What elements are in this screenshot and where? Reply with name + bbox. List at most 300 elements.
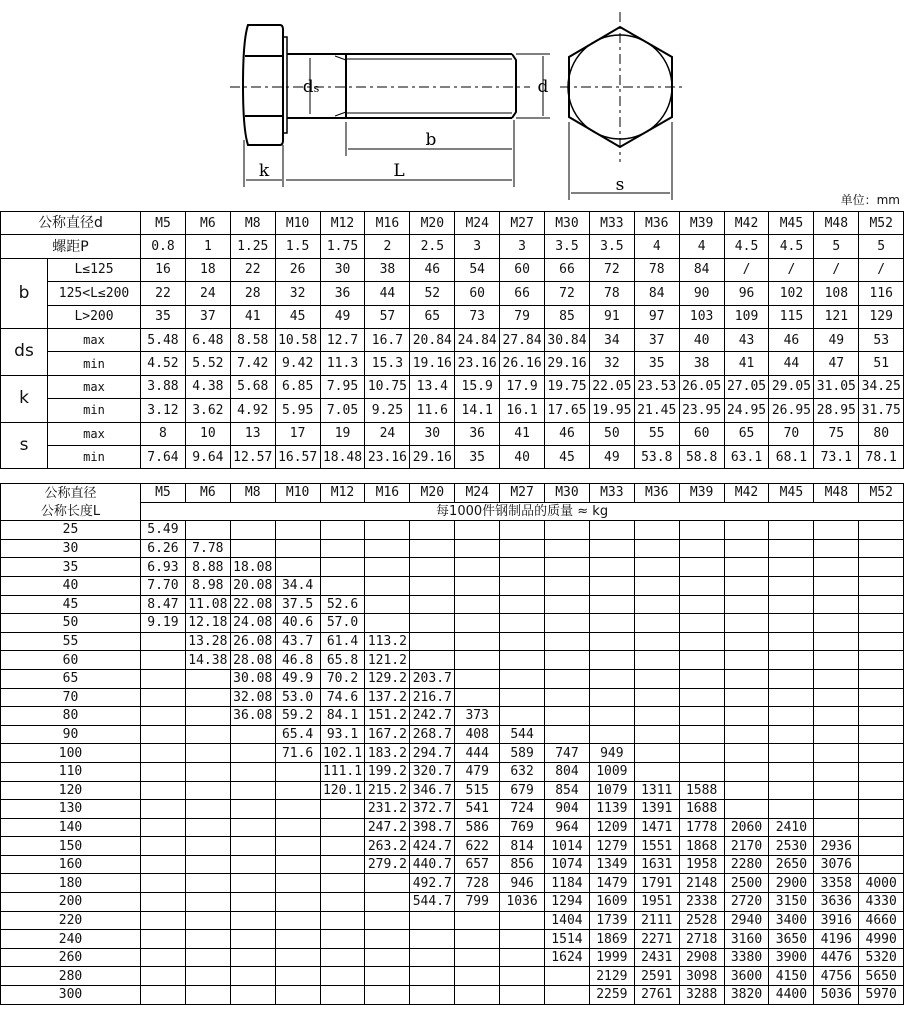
- mass-cell: [365, 893, 410, 912]
- length-cell: 90: [1, 725, 141, 744]
- spec-cell: 24: [365, 422, 410, 445]
- mass-cell: 26.08: [230, 632, 275, 651]
- mass-cell: 2271: [634, 930, 679, 949]
- spec-cell: 46: [410, 258, 455, 281]
- mass-cell: [455, 651, 500, 670]
- spec-cell: 35: [455, 445, 500, 468]
- size-header: M10: [275, 484, 320, 503]
- mass-cell: 34.4: [275, 576, 320, 595]
- mass-cell: 30.08: [230, 669, 275, 688]
- spec-cell: 6.85: [275, 375, 320, 398]
- spec-cell: 26: [275, 258, 320, 281]
- mass-cell: [679, 762, 724, 781]
- nominal-diameter-label: 公称直径d: [1, 212, 141, 235]
- mass-cell: [320, 855, 365, 874]
- mass-cell: 6.93: [141, 558, 186, 577]
- mass-cell: 137.2: [365, 688, 410, 707]
- spec-cell: 51: [859, 352, 904, 375]
- mass-cell: 2900: [769, 874, 814, 893]
- spec-cell: 129: [859, 305, 904, 328]
- spec-cell: 20.84: [410, 328, 455, 351]
- spec-cell: 63.1: [724, 445, 769, 468]
- spec-cell: 46: [769, 328, 814, 351]
- mass-cell: 1588: [679, 781, 724, 800]
- mass-cell: 8.98: [185, 576, 230, 595]
- label-k: k: [258, 161, 270, 181]
- mass-cell: [545, 725, 590, 744]
- mass-cell: [724, 651, 769, 670]
- mass-cell: 12.18: [185, 614, 230, 633]
- mass-cell: [859, 744, 904, 763]
- mass-cell: [500, 911, 545, 930]
- mass-cell: 65.4: [275, 725, 320, 744]
- condition-label: L>200: [48, 305, 141, 328]
- spec-cell: 72: [545, 282, 590, 305]
- spec-cell: 49: [814, 328, 859, 351]
- mass-cell: 2148: [679, 874, 724, 893]
- mass-cell: 544.7: [410, 893, 455, 912]
- mass-cell: [814, 707, 859, 726]
- size-header: M42: [724, 484, 769, 503]
- pitch-cell: 3.5: [589, 235, 634, 258]
- mass-cell: [679, 688, 724, 707]
- mass-cell: [545, 576, 590, 595]
- mass-cell: [320, 986, 365, 1005]
- mass-row: [1, 948, 904, 967]
- pitch-cell: 5: [859, 235, 904, 258]
- mass-cell: [814, 614, 859, 633]
- mass-cell: [365, 595, 410, 614]
- mass-cell: [455, 986, 500, 1005]
- length-cell: 220: [1, 911, 141, 930]
- mass-cell: [230, 893, 275, 912]
- mass-cell: 408: [455, 725, 500, 744]
- mass-cell: 747: [545, 744, 590, 763]
- mass-cell: 2060: [724, 818, 769, 837]
- mass-cell: 120.1: [320, 781, 365, 800]
- mass-row: [1, 632, 904, 651]
- mass-cell: [859, 521, 904, 540]
- mass-cell: [320, 576, 365, 595]
- mass-cell: [859, 818, 904, 837]
- mass-cell: [185, 837, 230, 856]
- mass-cell: [230, 948, 275, 967]
- mass-cell: [769, 744, 814, 763]
- mass-cell: [859, 707, 904, 726]
- spec-cell: 17.9: [500, 375, 545, 398]
- mass-cell: [769, 558, 814, 577]
- length-cell: 200: [1, 893, 141, 912]
- mass-cell: [230, 521, 275, 540]
- mass-cell: 541: [455, 800, 500, 819]
- spec-cell: 5.52: [185, 352, 230, 375]
- mass-cell: [185, 986, 230, 1005]
- size-header: M30: [545, 484, 590, 503]
- spec-cell: 32: [589, 352, 634, 375]
- mass-cell: 1631: [634, 855, 679, 874]
- mass-cell: [185, 855, 230, 874]
- mass-cell: [141, 930, 186, 949]
- mass-cell: 8.47: [141, 595, 186, 614]
- spec-cell: 14.1: [455, 399, 500, 422]
- mass-cell: 4476: [814, 948, 859, 967]
- spec-cell: 58.8: [679, 445, 724, 468]
- mass-cell: [275, 967, 320, 986]
- mass-row: [1, 744, 904, 763]
- mass-cell: 1514: [545, 930, 590, 949]
- mass-cell: 2761: [634, 986, 679, 1005]
- size-header: M45: [769, 212, 814, 235]
- length-cell: 50: [1, 614, 141, 633]
- mass-cell: [185, 688, 230, 707]
- size-header: M8: [230, 484, 275, 503]
- size-header: M48: [814, 212, 859, 235]
- mass-cell: 13.28: [185, 632, 230, 651]
- mass-cell: [634, 669, 679, 688]
- spec-cell: 84: [679, 258, 724, 281]
- mass-cell: [320, 521, 365, 540]
- mass-cell: [455, 521, 500, 540]
- mass-cell: [814, 800, 859, 819]
- spec-cell: 79: [500, 305, 545, 328]
- mass-row: [1, 576, 904, 595]
- mass-cell: 1209: [589, 818, 634, 837]
- mass-cell: [859, 762, 904, 781]
- mass-cell: [230, 874, 275, 893]
- mass-cell: 1778: [679, 818, 724, 837]
- spec-cell: 40: [500, 445, 545, 468]
- b-row: [1, 305, 904, 328]
- mass-cell: [141, 632, 186, 651]
- mass-cell: [185, 967, 230, 986]
- mass-cell: [320, 874, 365, 893]
- mass-cell: 1079: [589, 781, 634, 800]
- spec-cell: 21.45: [634, 399, 679, 422]
- length-cell: 120: [1, 781, 141, 800]
- size-header: M36: [634, 484, 679, 503]
- mass-cell: 4756: [814, 967, 859, 986]
- spec-cell: 7.64: [141, 445, 186, 468]
- mass-cell: 65.8: [320, 651, 365, 670]
- mass-cell: [230, 930, 275, 949]
- mass-cell: [185, 762, 230, 781]
- pitch-cell: 4: [634, 235, 679, 258]
- mass-cell: [679, 539, 724, 558]
- spec-cell: 108: [814, 282, 859, 305]
- mass-header-row: [1, 484, 904, 503]
- mass-cell: 53.0: [275, 688, 320, 707]
- mass-cell: [410, 911, 455, 930]
- mass-cell: [769, 632, 814, 651]
- mass-cell: [410, 930, 455, 949]
- mass-cell: 320.7: [410, 762, 455, 781]
- mass-cell: [185, 818, 230, 837]
- spec-cell: /: [859, 258, 904, 281]
- mass-cell: [230, 818, 275, 837]
- mass-row: [1, 762, 904, 781]
- size-header: M20: [410, 212, 455, 235]
- mass-cell: [320, 558, 365, 577]
- spec-cell: 13: [230, 422, 275, 445]
- mass-cell: [275, 818, 320, 837]
- spec-cell: 65: [724, 422, 769, 445]
- size-header: M27: [500, 484, 545, 503]
- spec-cell: /: [814, 258, 859, 281]
- spec-cell: 27.84: [500, 328, 545, 351]
- mass-cell: 52.6: [320, 595, 365, 614]
- spec-cell: 23.95: [679, 399, 724, 422]
- mass-row: [1, 855, 904, 874]
- spec-cell: 22.05: [589, 375, 634, 398]
- size-header: M12: [320, 212, 365, 235]
- mass-cell: [589, 688, 634, 707]
- mass-cell: [814, 688, 859, 707]
- mass-cell: 679: [500, 781, 545, 800]
- mass-cell: [814, 725, 859, 744]
- mass-cell: 43.7: [275, 632, 320, 651]
- size-header: M39: [679, 484, 724, 503]
- spec-cell: 16.57: [275, 445, 320, 468]
- mass-cell: 216.7: [410, 688, 455, 707]
- mass-cell: 1311: [634, 781, 679, 800]
- mass-cell: [769, 614, 814, 633]
- mass-cell: 84.1: [320, 707, 365, 726]
- mass-cell: [724, 781, 769, 800]
- mass-cell: [410, 614, 455, 633]
- mass-cell: 3636: [814, 893, 859, 912]
- mass-subheader-row: [1, 502, 904, 521]
- mass-row: [1, 800, 904, 819]
- spec-cell: 60: [679, 422, 724, 445]
- spec-cell: 60: [455, 282, 500, 305]
- mass-cell: 1471: [634, 818, 679, 837]
- mass-cell: 14.38: [185, 651, 230, 670]
- mass-cell: 151.2: [365, 707, 410, 726]
- mass-cell: 398.7: [410, 818, 455, 837]
- spec-cell: 5.95: [275, 399, 320, 422]
- mass-cell: [814, 539, 859, 558]
- mass-cell: [455, 669, 500, 688]
- mass-cell: 372.7: [410, 800, 455, 819]
- spec-cell: 53: [859, 328, 904, 351]
- mass-cell: [365, 576, 410, 595]
- spec-cell: 9.42: [275, 352, 320, 375]
- mass-cell: [410, 576, 455, 595]
- mass-cell: [230, 781, 275, 800]
- mass-cell: [410, 595, 455, 614]
- mass-cell: [769, 762, 814, 781]
- mass-cell: [185, 521, 230, 540]
- mass-cell: [769, 651, 814, 670]
- mass-cell: 515: [455, 781, 500, 800]
- mass-cell: 57.0: [320, 614, 365, 633]
- mass-cell: [455, 688, 500, 707]
- mass-cell: [545, 521, 590, 540]
- mass-row: [1, 707, 904, 726]
- mass-cell: [141, 800, 186, 819]
- mass-cell: 904: [545, 800, 590, 819]
- mass-cell: [634, 688, 679, 707]
- mass-cell: [320, 911, 365, 930]
- mass-cell: [724, 539, 769, 558]
- mass-cell: [500, 558, 545, 577]
- mass-cell: [185, 948, 230, 967]
- mass-cell: 1624: [545, 948, 590, 967]
- mass-cell: [185, 781, 230, 800]
- mass-cell: [545, 539, 590, 558]
- mass-cell: 1404: [545, 911, 590, 930]
- mass-cell: [500, 595, 545, 614]
- spec-cell: 109: [724, 305, 769, 328]
- size-header: M5: [141, 212, 186, 235]
- mass-cell: 4000: [859, 874, 904, 893]
- mass-cell: [455, 948, 500, 967]
- mass-cell: [589, 651, 634, 670]
- mass-cell: 5036: [814, 986, 859, 1005]
- size-header: M24: [455, 212, 500, 235]
- pitch-cell: 2: [365, 235, 410, 258]
- mass-cell: [769, 800, 814, 819]
- label-d: d: [537, 77, 549, 97]
- condition-label: max: [48, 422, 141, 445]
- condition-label: min: [48, 352, 141, 375]
- mass-cell: [230, 855, 275, 874]
- mass-cell: [679, 576, 724, 595]
- mass-cell: 3650: [769, 930, 814, 949]
- mass-cell: [634, 521, 679, 540]
- size-header: M6: [185, 484, 230, 503]
- spec-cell: 78: [634, 258, 679, 281]
- mass-cell: 1479: [589, 874, 634, 893]
- spec-cell: 26.16: [500, 352, 545, 375]
- mass-cell: 46.8: [275, 651, 320, 670]
- mass-cell: 3098: [679, 967, 724, 986]
- mass-cell: 4400: [769, 986, 814, 1005]
- spec-cell: 35: [634, 352, 679, 375]
- mass-cell: [275, 893, 320, 912]
- mass-cell: 167.2: [365, 725, 410, 744]
- mass-cell: 74.6: [320, 688, 365, 707]
- mass-cell: 1009: [589, 762, 634, 781]
- mass-cell: [589, 707, 634, 726]
- label-ds: ds: [302, 77, 320, 97]
- spec-cell: 11.6: [410, 399, 455, 422]
- spec-cell: 36: [320, 282, 365, 305]
- mass-cell: 231.2: [365, 800, 410, 819]
- condition-label: max: [48, 375, 141, 398]
- mass-cell: 2170: [724, 837, 769, 856]
- mass-cell: [814, 595, 859, 614]
- mass-cell: [141, 781, 186, 800]
- mass-cell: 5650: [859, 967, 904, 986]
- mass-cell: [545, 986, 590, 1005]
- size-header: M8: [230, 212, 275, 235]
- length-cell: 55: [1, 632, 141, 651]
- mass-cell: 3600: [724, 967, 769, 986]
- mass-cell: 444: [455, 744, 500, 763]
- mass-cell: [500, 967, 545, 986]
- mass-cell: [365, 558, 410, 577]
- mass-cell: [455, 911, 500, 930]
- spec-cell: 44: [769, 352, 814, 375]
- mass-cell: 2528: [679, 911, 724, 930]
- spec-cell: 18.48: [320, 445, 365, 468]
- size-header: M39: [679, 212, 724, 235]
- mass-cell: [275, 948, 320, 967]
- mass-cell: 18.08: [230, 558, 275, 577]
- spec-cell: 66: [500, 282, 545, 305]
- mass-cell: [500, 688, 545, 707]
- mass-cell: [365, 930, 410, 949]
- size-header: M33: [589, 484, 634, 503]
- mass-cell: [814, 558, 859, 577]
- length-cell: 60: [1, 651, 141, 670]
- spec-cell: 7.95: [320, 375, 365, 398]
- mass-cell: [141, 948, 186, 967]
- ds-row: [1, 352, 904, 375]
- mass-cell: 4150: [769, 967, 814, 986]
- mass-cell: [141, 669, 186, 688]
- k-row: [1, 375, 904, 398]
- mass-cell: [230, 762, 275, 781]
- mass-cell: 242.7: [410, 707, 455, 726]
- spec-cell: 8.58: [230, 328, 275, 351]
- condition-label: min: [48, 399, 141, 422]
- mass-cell: 2259: [589, 986, 634, 1005]
- size-header: M16: [365, 484, 410, 503]
- mass-cell: 1999: [589, 948, 634, 967]
- mass-cell: [410, 539, 455, 558]
- condition-label: 125<L≤200: [48, 282, 141, 305]
- spec-cell: 53.8: [634, 445, 679, 468]
- spec-cell: 54: [455, 258, 500, 281]
- spec-cell: 66: [545, 258, 590, 281]
- spec-cell: 60: [500, 258, 545, 281]
- mass-cell: [814, 762, 859, 781]
- mass-cell: [365, 874, 410, 893]
- mass-cell: [320, 539, 365, 558]
- mass-cell: 589: [500, 744, 545, 763]
- length-cell: 100: [1, 744, 141, 763]
- mass-cell: [859, 632, 904, 651]
- spec-cell: 10.58: [275, 328, 320, 351]
- length-cell: 25: [1, 521, 141, 540]
- spec-cell: 78.1: [859, 445, 904, 468]
- mass-cell: 59.2: [275, 707, 320, 726]
- k-group-label: k: [1, 375, 48, 422]
- mass-cell: 3900: [769, 948, 814, 967]
- mass-cell: [545, 558, 590, 577]
- length-cell: 130: [1, 800, 141, 819]
- spec-cell: 7.05: [320, 399, 365, 422]
- mass-cell: [185, 669, 230, 688]
- mass-cell: [589, 669, 634, 688]
- spec-cell: 22: [230, 258, 275, 281]
- spec-cell: 27.05: [724, 375, 769, 398]
- spec-cell: 35: [141, 305, 186, 328]
- mass-cell: 24.08: [230, 614, 275, 633]
- length-cell: 40: [1, 576, 141, 595]
- mass-cell: 1688: [679, 800, 724, 819]
- mass-cell: 3288: [679, 986, 724, 1005]
- mass-cell: 215.2: [365, 781, 410, 800]
- mass-cell: 1951: [634, 893, 679, 912]
- spec-cell: /: [769, 258, 814, 281]
- mass-cell: [185, 744, 230, 763]
- mass-cell: [185, 874, 230, 893]
- spec-cell: 65: [410, 305, 455, 328]
- mass-cell: [500, 707, 545, 726]
